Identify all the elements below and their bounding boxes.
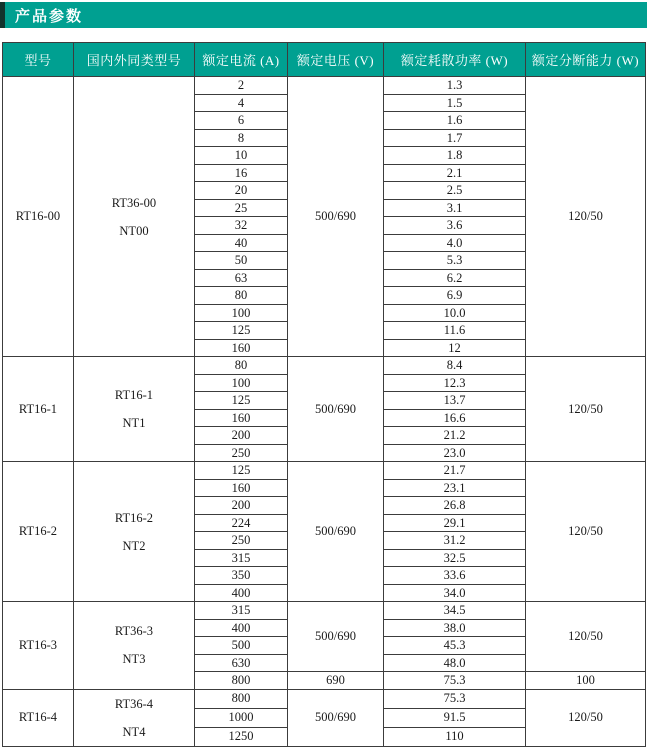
rated-power-dissipation-cell: 13.7 [384,392,526,410]
equivalent-model-line: NT00 [119,223,149,238]
rated-current-cell: 630 [195,654,288,672]
rated-current-cell: 250 [195,444,288,462]
rated-voltage-cell: 690 [288,672,384,690]
rated-power-dissipation-cell: 12 [384,339,526,357]
rated-current-cell: 4 [195,94,288,112]
equivalent-model-cell-RT16-2 [74,462,195,602]
rated-current-cell: 315 [195,602,288,620]
rated-current-cell: 32 [195,217,288,235]
equivalent-model-line: NT1 [122,416,146,430]
rated-current-cell: 200 [195,497,288,515]
rated-power-dissipation-cell: 110 [384,727,526,746]
rated-current-cell: 350 [195,567,288,585]
rated-current-cell: 16 [195,164,288,182]
section-title-bar [0,2,647,28]
column-header-0: 型号 [3,43,74,77]
rated-power-dissipation-cell: 21.7 [384,462,526,480]
rated-current-cell: 315 [195,549,288,567]
rated-current-cell: 250 [195,532,288,550]
breaking-capacity-cell: 120/50 [526,357,646,462]
equivalent-model-cell-RT16-00 [74,77,195,357]
rated-current-cell: 800 [195,689,288,708]
table-row [3,77,646,95]
rated-power-dissipation-cell: 16.6 [384,409,526,427]
equivalent-model-line: RT36-00 [111,195,157,210]
rated-power-dissipation-cell: 5.3 [384,252,526,270]
model-cell-RT16-1: RT16-1 [3,357,74,462]
rated-power-dissipation-cell: 12.3 [384,374,526,392]
rated-power-dissipation-cell: 3.1 [384,199,526,217]
model-cell-RT16-00: RT16-00 [3,77,74,357]
rated-current-cell: 200 [195,427,288,445]
equivalent-model-line: RT16-2 [114,510,154,525]
rated-power-dissipation-cell: 3.6 [384,217,526,235]
equivalent-model-line: NT2 [122,538,146,553]
equivalent-model-line: RT36-3 [114,624,154,639]
rated-power-dissipation-cell: 6.9 [384,287,526,305]
page-title: 产品参数 [15,7,84,25]
rated-current-cell: 800 [195,672,288,690]
rated-power-dissipation-cell: 4.0 [384,234,526,252]
rated-current-cell: 50 [195,252,288,270]
model-cell-RT16-2: RT16-2 [3,462,74,602]
rated-power-dissipation-cell: 23.0 [384,444,526,462]
model-cell-RT16-4: RT16-4 [3,689,74,746]
table-row [3,689,646,708]
rated-current-cell: 160 [195,409,288,427]
rated-power-dissipation-cell: 6.2 [384,269,526,287]
rated-current-cell: 25 [195,199,288,217]
table-header [3,43,646,77]
column-header-5: 额定分断能力 (W) [526,43,646,77]
rated-power-dissipation-cell: 1.8 [384,147,526,165]
breaking-capacity-cell: 120/50 [526,602,646,672]
rated-power-dissipation-cell: 34.0 [384,584,526,602]
breaking-capacity-cell: 120/50 [526,77,646,357]
header-row [3,43,646,77]
rated-power-dissipation-cell: 38.0 [384,619,526,637]
equivalent-model-cell-RT16-4 [74,689,195,746]
rated-voltage-cell: 500/690 [288,462,384,602]
column-header-3: 额定电压 (V) [288,43,384,77]
rated-power-dissipation-cell: 34.5 [384,602,526,620]
table-row [3,602,646,620]
rated-current-cell: 400 [195,584,288,602]
rated-power-dissipation-cell: 26.8 [384,497,526,515]
breaking-capacity-cell: 120/50 [526,689,646,746]
rated-power-dissipation-cell: 1.3 [384,77,526,95]
breaking-capacity-cell: 120/50 [526,462,646,602]
column-header-4: 额定耗散功率 (W) [384,43,526,77]
rated-power-dissipation-cell: 1.5 [384,94,526,112]
table-container [2,42,645,747]
rated-current-cell: 125 [195,392,288,410]
equivalent-model-cell-RT16-3 [74,602,195,690]
equivalent-model-line: RT16-1 [114,388,154,402]
rated-current-cell: 125 [195,462,288,480]
rated-voltage-cell: 500/690 [288,689,384,746]
page [0,2,647,747]
rated-power-dissipation-cell: 23.1 [384,479,526,497]
rated-power-dissipation-cell: 10.0 [384,304,526,322]
rated-current-cell: 2 [195,77,288,95]
breaking-capacity-cell: 100 [526,672,646,690]
table-row [3,462,646,480]
rated-current-cell: 125 [195,322,288,340]
rated-current-cell: 10 [195,147,288,165]
rated-power-dissipation-cell: 2.5 [384,182,526,200]
rated-power-dissipation-cell: 2.1 [384,164,526,182]
rated-current-cell: 80 [195,287,288,305]
rated-current-cell: 100 [195,374,288,392]
rated-power-dissipation-cell: 75.3 [384,689,526,708]
rated-current-cell: 8 [195,129,288,147]
column-header-1: 国内外同类型号 [74,43,195,77]
rated-current-cell: 20 [195,182,288,200]
rated-power-dissipation-cell: 48.0 [384,654,526,672]
equivalent-model-line: NT4 [122,724,146,739]
rated-current-cell: 100 [195,304,288,322]
rated-current-cell: 160 [195,339,288,357]
rated-voltage-cell: 500/690 [288,602,384,672]
rated-current-cell: 63 [195,269,288,287]
equivalent-model-cell-RT16-1 [74,357,195,462]
rated-power-dissipation-cell: 21.2 [384,427,526,445]
table-body [3,77,646,747]
rated-current-cell: 6 [195,112,288,130]
rated-power-dissipation-cell: 29.1 [384,514,526,532]
rated-power-dissipation-cell: 45.3 [384,637,526,655]
table-row [3,357,646,375]
rated-current-cell: 400 [195,619,288,637]
rated-voltage-cell: 500/690 [288,357,384,462]
rated-voltage-cell: 500/690 [288,77,384,357]
rated-power-dissipation-cell: 1.6 [384,112,526,130]
rated-power-dissipation-cell: 32.5 [384,549,526,567]
rated-power-dissipation-cell: 33.6 [384,567,526,585]
equivalent-model-line: NT3 [122,652,146,667]
rated-current-cell: 160 [195,479,288,497]
rated-current-cell: 40 [195,234,288,252]
rated-power-dissipation-cell: 31.2 [384,532,526,550]
rated-power-dissipation-cell: 91.5 [384,708,526,727]
column-header-2: 额定电流 (A) [195,43,288,77]
equivalent-model-line: RT36-4 [114,696,154,711]
rated-power-dissipation-cell: 11.6 [384,322,526,340]
product-parameters-table [2,42,646,747]
rated-power-dissipation-cell: 8.4 [384,357,526,375]
rated-current-cell: 1250 [195,727,288,746]
rated-power-dissipation-cell: 1.7 [384,129,526,147]
rated-current-cell: 224 [195,514,288,532]
rated-power-dissipation-cell: 75.3 [384,672,526,690]
model-cell-RT16-3: RT16-3 [3,602,74,690]
rated-current-cell: 500 [195,637,288,655]
rated-current-cell: 80 [195,357,288,375]
rated-current-cell: 1000 [195,708,288,727]
